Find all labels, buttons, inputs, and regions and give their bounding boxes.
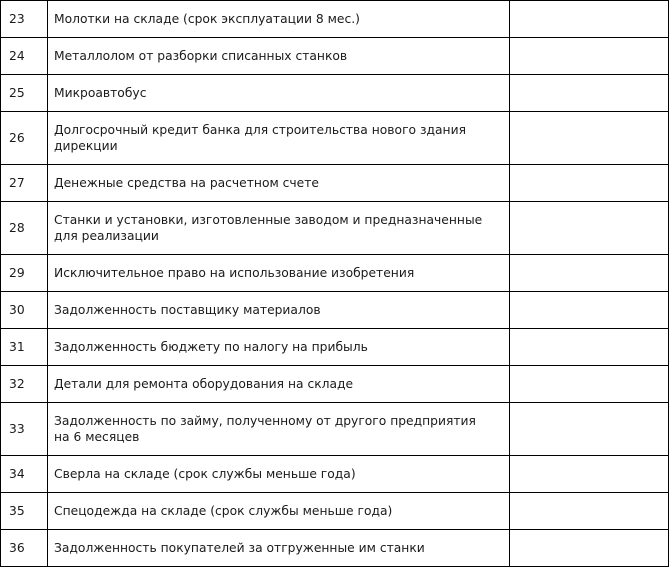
row-number: 24: [1, 38, 48, 75]
answer-cell[interactable]: [510, 165, 669, 202]
row-number: 33: [1, 403, 48, 456]
row-number: 27: [1, 165, 48, 202]
answer-cell[interactable]: [510, 1, 669, 38]
row-number: 32: [1, 366, 48, 403]
table-row: [1, 292, 669, 329]
item-description: Задолженность по займу, полученному от другого предприятия на 6 месяцев: [48, 403, 510, 456]
table-row: [1, 329, 669, 366]
row-number: 29: [1, 255, 48, 292]
item-description: Исключительное право на использование изобретения: [48, 255, 510, 292]
table-row: [1, 38, 669, 75]
table-row: [1, 403, 669, 456]
table-row: [1, 456, 669, 493]
answer-cell[interactable]: [510, 292, 669, 329]
answer-cell[interactable]: [510, 75, 669, 112]
row-number: 34: [1, 456, 48, 493]
answer-cell[interactable]: [510, 456, 669, 493]
answer-cell[interactable]: [510, 255, 669, 292]
row-number: 36: [1, 530, 48, 567]
answer-cell[interactable]: [510, 366, 669, 403]
row-number: 28: [1, 202, 48, 255]
table-row: [1, 112, 669, 165]
row-number: 23: [1, 1, 48, 38]
item-description: Долгосрочный кредит банка для строительства нового здания дирекции: [48, 112, 510, 165]
item-description: Металлолом от разборки списанных станков: [48, 38, 510, 75]
item-description: Задолженность покупателей за отгруженные им станки: [48, 530, 510, 567]
table-row: [1, 1, 669, 38]
item-description: Сверла на складе (срок службы меньше года): [48, 456, 510, 493]
row-number: 31: [1, 329, 48, 366]
item-description: Станки и установки, изготовленные заводом и предназначенные для реализации: [48, 202, 510, 255]
table-row: [1, 202, 669, 255]
table-row: [1, 493, 669, 530]
answer-cell[interactable]: [510, 329, 669, 366]
answer-cell[interactable]: [510, 38, 669, 75]
row-number: 25: [1, 75, 48, 112]
item-description: Молотки на складе (срок эксплуатации 8 мес.): [48, 1, 510, 38]
row-number: 30: [1, 292, 48, 329]
answer-cell[interactable]: [510, 530, 669, 567]
item-description: Микроавтобус: [48, 75, 510, 112]
table-row: [1, 75, 669, 112]
answer-cell[interactable]: [510, 403, 669, 456]
item-description: Денежные средства на расчетном счете: [48, 165, 510, 202]
row-number: 35: [1, 493, 48, 530]
answer-cell[interactable]: [510, 493, 669, 530]
answer-cell[interactable]: [510, 112, 669, 165]
table-row: [1, 530, 669, 567]
item-description: Детали для ремонта оборудования на складе: [48, 366, 510, 403]
row-number: 26: [1, 112, 48, 165]
table-row: [1, 366, 669, 403]
item-description: Спецодежда на складе (срок службы меньше года): [48, 493, 510, 530]
item-description: Задолженность бюджету по налогу на прибыль: [48, 329, 510, 366]
table-row: [1, 255, 669, 292]
table-row: [1, 165, 669, 202]
item-description: Задолженность поставщику материалов: [48, 292, 510, 329]
answer-cell[interactable]: [510, 202, 669, 255]
